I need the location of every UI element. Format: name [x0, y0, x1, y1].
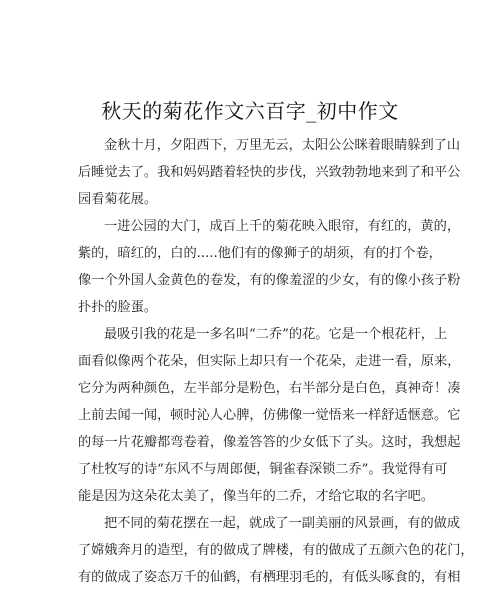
text-line: 后睡觉去了。我和妈妈踏着轻快的步伐，兴致勃勃地来到了和平公: [78, 165, 461, 180]
paragraph-4: [78, 510, 474, 591]
text-line: 紫的，暗红的，白的.....他们有的像狮子的胡须，有的打个卷，: [78, 246, 442, 261]
text-line: 了杜牧写的诗“东风不与周郎便，铜雀春深锁二乔”。我觉得有可: [78, 462, 448, 477]
document-body: [78, 132, 474, 591]
paragraph-2: [78, 213, 461, 321]
text-line: 它分为两种颜色，左半部分是粉色，右半部分是白色，真神奇！凑: [78, 381, 461, 396]
text-line: 有的做成了姿态万千的仙鹤，有栖理羽毛的，有低头啄食的，有相: [78, 570, 461, 585]
text-line: 的每一片花瓣都弯卷着，像羞答答的少女低下了头。这时，我想起: [78, 435, 461, 450]
text-line: 上前去闻一闻，顿时沁人心脾，仿佛像一觉悟来一样舒适惬意。它: [78, 408, 461, 423]
paragraph-3: [78, 321, 461, 510]
text-line: 把不同的菊花摆在一起，就成了一副美丽的风景画，有的做成: [104, 516, 461, 531]
paragraph-1: [78, 132, 461, 213]
document-title: 秋天的菊花作文六百字_初中作文: [101, 99, 399, 123]
text-line: 园看菊花展。: [78, 192, 158, 207]
text-line: 像一个外国人金黄色的卷发，有的像羞涩的少女，有的像小孩子粉: [78, 273, 461, 288]
text-line: 了嫦娥奔月的造型，有的做成了牌楼，有的做成了五颜六色的花门，: [78, 543, 474, 558]
text-line: 最吸引我的花是一多名叫“二乔”的花。它是一个根花杆，上: [104, 327, 448, 342]
text-line: 能是因为这朵花太美了，像当年的二乔，才给它取的名字吧。: [78, 489, 435, 504]
text-line: 一进公园的大门，成百上千的菊花映入眼帘，有红的，黄的，: [104, 219, 461, 234]
text-line: 金秋十月，夕阳西下，万里无云，太阳公公眯着眼睛躲到了山: [104, 138, 461, 153]
text-line: 面看似像两个花朵，但实际上却只有一个花朵，走进一看，原来，: [78, 354, 461, 369]
text-line: 扑扑的脸蛋。: [78, 300, 158, 315]
